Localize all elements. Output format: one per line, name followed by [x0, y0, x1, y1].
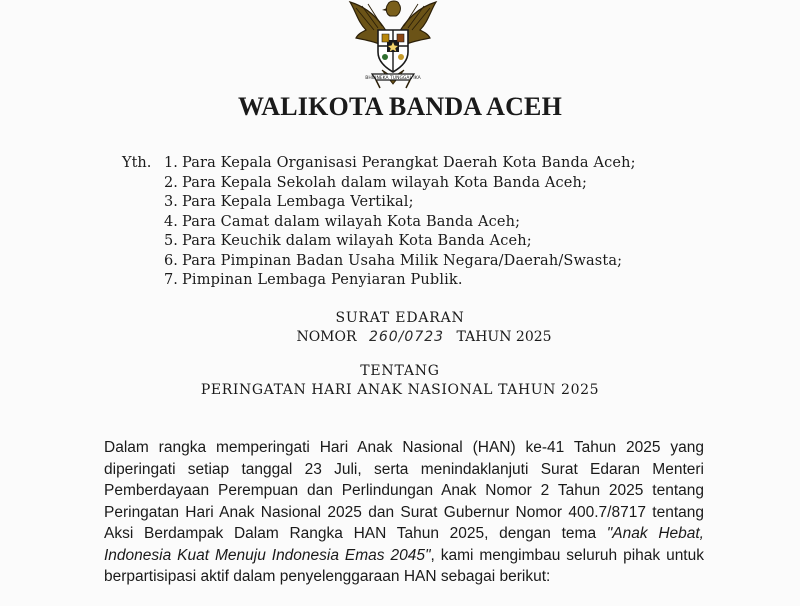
- list-item-text: Para Kepala Lembaga Vertikal;: [182, 194, 414, 210]
- list-item: [122, 271, 636, 291]
- page-title: WALIKOTA BANDA ACEH: [237, 92, 563, 121]
- list-item: [122, 174, 636, 194]
- tentang-label: TENTANG: [360, 363, 440, 379]
- list-item-number: 3.: [164, 194, 178, 210]
- recipient-prefix: Yth.: [122, 155, 152, 171]
- body-paragraph: [104, 437, 704, 588]
- list-item-text: Para Kepala Organisasi Perangkat Daerah Kota Banda Aceh;: [182, 155, 636, 171]
- body-theme: "Anak Hebat, Indonesia Kuat Menuju Indonesia Emas 2045": [104, 525, 704, 564]
- list-item: [122, 154, 636, 174]
- nomor-value: 260/0723: [368, 329, 445, 345]
- recipients-list: [122, 154, 636, 291]
- nomor-label: NOMOR: [296, 329, 357, 345]
- garuda-emblem-icon: [344, 0, 442, 90]
- svg-text:BHINNEKA TUNGGAL IKA: BHINNEKA TUNGGAL IKA: [365, 76, 421, 81]
- body-text-part1: Dalam rangka memperingati Hari Anak Nasional (HAN) ke-41 Tahun 2025 yang diperingati setiap tanggal 23 Juli, serta menindaklanjuti Surat Edaran Menteri Pemberdayaan Perempuan dan Perlindungan Anak Nomor 2 Tahun 2025 tentang Peringatan Hari Anak Nasional 2025 dan Surat Gubernur Nomor 400.7/8717 tentang Aksi Berdampak Dalam Rangka HAN Tahun 2025, dengan tema: [104, 439, 704, 542]
- list-item-text: Pimpinan Lembaga Penyiaran Publik.: [182, 272, 463, 288]
- list-item: [122, 252, 636, 272]
- list-item-number: 1.: [164, 155, 178, 171]
- list-item-number: 7.: [164, 272, 178, 288]
- letter-number-line: [24, 329, 800, 345]
- letter-subject: PERINGATAN HARI ANAK NASIONAL TAHUN 2025: [200, 382, 600, 398]
- body-text-part2: , kami mengimbau seluruh pihak untuk berpartisipasi aktif dalam penyelenggaraan HAN sebagai berikut:: [104, 546, 704, 585]
- list-item-text: Para Keuchik dalam wilayah Kota Banda Aceh;: [182, 233, 532, 249]
- list-item-text: Para Camat dalam wilayah Kota Banda Aceh;: [182, 213, 521, 230]
- list-item-number: 5.: [164, 233, 178, 249]
- list-item-text: Para Kepala Sekolah dalam wilayah Kota Banda Aceh;: [182, 174, 588, 191]
- list-item: [122, 193, 636, 213]
- list-item: [122, 232, 636, 252]
- list-item-number: 6.: [164, 252, 178, 269]
- list-item: [122, 213, 636, 233]
- letter-type: SURAT EDARAN: [335, 310, 465, 326]
- list-item-text: Para Pimpinan Badan Usaha Milik Negara/Daerah/Swasta;: [182, 252, 623, 269]
- list-item-number: 4.: [164, 213, 178, 230]
- list-item-number: 2.: [164, 174, 178, 191]
- tahun-label: TAHUN 2025: [456, 329, 552, 345]
